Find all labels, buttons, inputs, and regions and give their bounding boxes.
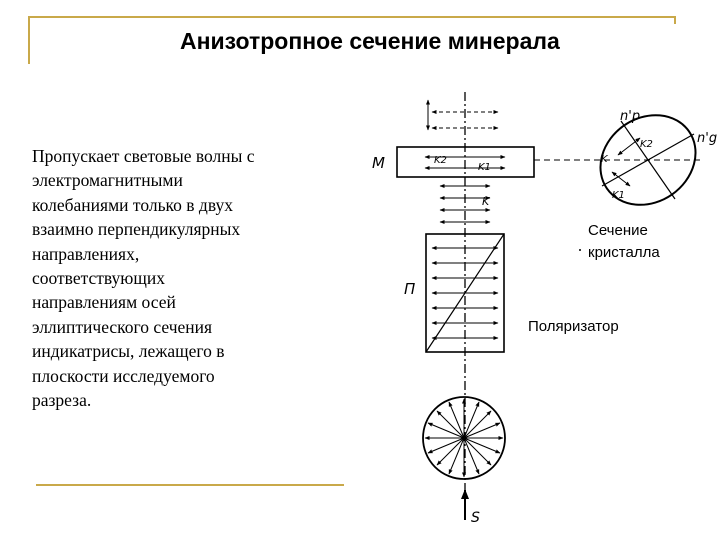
diagram-label-k2-ellipse: K2 (640, 139, 653, 150)
diagram-label-ng: n'g (697, 131, 718, 146)
body-line: направлениям осей (32, 292, 176, 313)
body-line: направлениях, (32, 243, 140, 264)
body-line: плоскости исследуемого (32, 365, 215, 386)
ellipse-arrow-k2 (618, 138, 640, 155)
diagram-label-np: n'p (620, 109, 641, 124)
section-label-line2: кристалла (588, 244, 660, 261)
diagram-label-p: П (404, 280, 416, 298)
slide-title: Анизотропное сечение минерала (180, 28, 560, 54)
polarizer-label: Поляризатор (528, 318, 619, 335)
body-line: электромагнитными (32, 170, 183, 191)
body-line: Пропускает световые волны с (32, 146, 255, 166)
body-line: индикатрисы, лежащего в (32, 341, 225, 362)
natural-light-spokes (425, 399, 503, 477)
body-line: соответствующих (32, 268, 165, 289)
section-label-line1: Сечение (588, 222, 648, 239)
diagram-label-k1: K1 (478, 162, 491, 173)
diagram-label-k2: K2 (434, 155, 447, 166)
body-line: колебаниями только в двух (32, 194, 233, 215)
body-line: разреза. (32, 390, 92, 411)
diagram-label-k-ellipse: K (601, 154, 608, 165)
diagram-label-m: M (372, 154, 385, 172)
diagram-label-k: K (482, 195, 490, 208)
diagram-label-s: S (471, 510, 480, 526)
diagram-label-k1-ellipse: K1 (612, 190, 625, 201)
section-leader-dot (579, 249, 581, 251)
body-line: эллиптического сечения (32, 316, 213, 337)
body-line: взаимно перпендикулярных (32, 219, 241, 240)
